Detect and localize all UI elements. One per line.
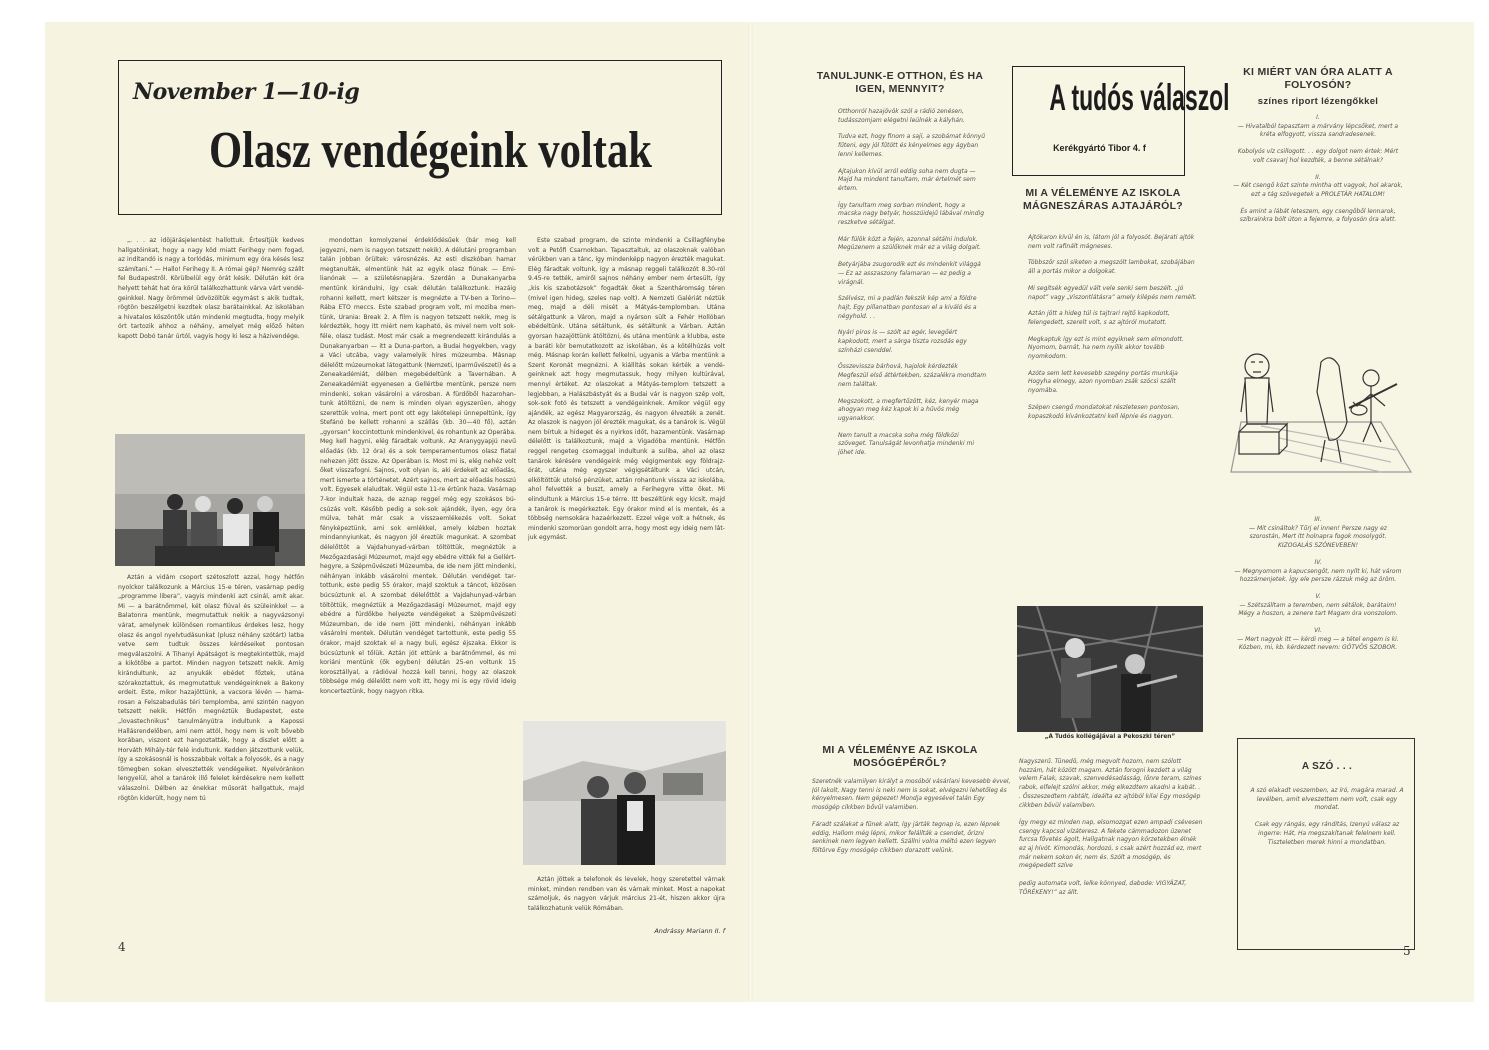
poem-stanza: Nyári piros is — szólt az egér, levegőért kapkodott, mert a sárga tiszta rozsdás egy színházi csenddel.: [838, 329, 967, 354]
poem-tanuljunk: [838, 108, 988, 748]
riport-part-2: [1233, 516, 1403, 736]
poem-stanza: Szeretnék valamilyen királyt a mosóból vásárlani kevesebb évvel, Jól lakolt, Nagy tenni is neki nem is sokat, elvégezni lehetőleg és kényelmesen. Nem gépezet! Mondja egyesével talán Egy mosógép cikkben bővül valamiben.: [812, 778, 1011, 812]
column-1-top-text: „. . . az idöjárásjelentést hallottuk. Értesítjük kedves hallgatóinkat, hogy a nagy köd miatt Ferihegy nem fogad, az indítandó is nagy a torlódás, minimum egy óra késés lesz számítani.” — Hallo! Ferihegy II. A római gép? Nemrég szállt fel Budapestről. Körülbelül egy órát késik. Délután két óra helyett tehát hat óra körül találkozhattunk várva várt vendégeinkkel. Nagy örömmel üdvözöltük egymást s akik tudtak, rögtön beszélgetni kezdtek olasz barátainkkal. Az iskolában a hivatalos köszöntők után mindenki megtudta, hogy melyik órt tartozik ahhoz a néhány, amelyet még előző héten kapott Dobó tanár úrtól, vagyis hogy ki lesz a házivendége.: [118, 237, 304, 340]
column-3-bottom: [528, 875, 725, 923]
poem-magneszar: [1028, 234, 1198, 604]
poem-stanza: Aztán jött a hideg túl is tajtrari rejtő kapkodott, felengedett, szerelt volt, s az ajtóról mutatott.: [1028, 310, 1170, 326]
poem-stanza: Megszokott, a megfertőzött, kéz, kenyér maga ahogyan meg kéz kapok ki a hűvös még ugyanakkor.: [838, 397, 979, 422]
portrait-photo: [523, 721, 726, 865]
riport-stanza: Kobolyós víz csillogott. . . egy dolgot nem értek: Mért volt csavarj hol kezdték, a benne sétálnak?: [1237, 148, 1399, 164]
poem-mosogep: [812, 778, 1012, 948]
szo-title: A SZÓ . . .: [1301, 761, 1353, 772]
poem-stanza: Többszőr szól siketen a megszólt lambokat, szobájában áll a portás mikor a dolgokat.: [1028, 259, 1195, 276]
riport-stanza: — Hivatalból tapasztam a márvány lépcsőket, mert a kréta elfogyott, vissza sandradesenek.: [1237, 122, 1399, 139]
riport-num: V.: [1315, 592, 1321, 600]
column-2-text: mondottan komolyzenei érdeklődésűek (bár meg kell jegyezni, nem is nagyon tetszett nekik). A délutáni programban talán jobban örültek: városnézés. Az esti diszkóban hamar megtanulták, elmentünk hát az egyik olasz fiúnak — Emilianónak — a születésnapjára. Szerdán a Dunakanyarba mentünk kirándulni, így csak délután találkoztunk. Hazáig rohanni kellett, mert kétszer is megnézte a TV-ben a Torino—Rába ETO meccs. Este szabad program volt, mi moziba mentünk, Urania: Break 2. A film is nagyon tetszett nekik, meg is kérdezték, hogy itt miért nem kapható, és mivel nem volt sokféle, olasz tudást. Most már csak a megrendezett kirándulás a Dunakanyarban — itt a Duna-parton, a Budai hegyekben, vagy a Váci utcába, vagy valamelyik híres múzeumba. Másnap délelőtt múzeumokat látogattunk (Nemzeti, Iparművészeti) és a Zeneakadémiát, délben megebédeltünk a Tavernában. A Zeneakadémiát egyenesen a Gellértbe mentünk, persze nem mindenki, sokan vásárolni a városban. A fürdőből hazarohantunk átöltözni, de nem is minden olyan egyszerűen, ahogy szerettük volna, mert pont ott egy lakótelepi ünnepeltünk, így Stefánó be kellett rohanni a szállás (kb. 30—40 fő), aztán „gyorsan” koccintottunk mindenkivel, és rohantunk az Operába. Meg kell hagyni, elég fáradtak voltunk. Az Aranygyapjú nevű előadás (kb. 12 óra) és a sok temperamentumos olasz fiatal nehezen jött össze. Az Operában is. Most mi is, elég nehéz volt őket visszafogni. Sajnos, volt olyan is, aki érdekelt az előadás, mert ismerte a történetet. Azért sajnos, mert az előadás hosszú volt. Egyesek elaludtak. Végül este 11-re értünk haza. Vasárnap 7-kor indultak haza, de aznap reggel még egy szokásos búcsúzás volt. Később pedig a sok-sok ajándék, ilyen, egy óra múlva, tehát már csak a visszaemlékezés volt. Sokat fényképeztünk, ami sok emlékkel, amely kézben hoztak mindannyiunkat, és nagyon jól éreztük magunkat. A szombat délelőttöt a Vajdahunyad-várban töltöttük, megnéztük a Mezőgazdasági Múzeumot, majd egy ebédre vitték fel a Gellért-hegyre, a Szépművészeti Múzeumba, de ide nem jött mindenki, néhányan inkább vásárolni mentek. Délután vendéget tartottunk, este pedig 55 órakor, majd szoktuk a táncot, közösen búcsúztunk el. A szombat délelőttöt a Vajdahunyad-várban töltöttük, megnéztük a Mezőgazdasági Múzeumot, majd egy ebédre a fürdőkbe helyezte vendégeket a Szépművészeti Múzeumban, de ide nem jött mindenki, néhányan inkább vásárolni mentek. Délután vendéget tartottunk, este pedig 55 órakor, majd szoktak el a nagy buli, egész éjszaka. Ekkor is búcsúztunk el tőlük. Aztán jót ettünk a barátnőmmel, és mi koriáni mentünk (ők egyben) délután 25-en voltunk 15 korosztállyal, a rádióval hozzá kell tenni, hogy az olaszok többsége még délelőtt nem volt itt, hogy mi is egy rövid ideig koncerteztünk, hogy nagyon ritka.: [320, 237, 516, 695]
poem-stanza: Mi segítsék egyedül vált vele senki sem beszélt. „Jó napot” vagy „Viszontlátásra” amely kilépés nem remélt.: [1028, 284, 1197, 301]
riport-stanza: — Megnyomom a kapucsengőt, nem nyílt ki, hát várom hozzámenjetek. Így ele persze rázzuk még az öröm.: [1234, 567, 1402, 584]
column-3-top: [528, 236, 725, 718]
tudos-photo-caption: „A Tudós kollégájával a Pekoszki téren”: [1044, 734, 1176, 740]
tudos-box: [1012, 66, 1230, 176]
poem-stanza: A szó elakadt veszemben, az író, magára marad. A levélben, amit elveszettem nem volt, csak egy mondat.: [1250, 787, 1404, 812]
column-2: [320, 236, 516, 941]
riport-stanza: — Mit csináltok? Tűrj el innen! Persze nagy ez szorostán, Mert itt holnapra fogok mosolygót. KIZOGALÁS SZÓNEVEBEN!: [1249, 524, 1387, 550]
column-1-bottom: [118, 573, 304, 941]
cartoon-illustration: [1221, 322, 1421, 502]
column-1-bottom-text: Aztán a vidám csoport szétoszlott azzal, hogy hétfőn nyolckor találkozunk a Március 15-e téren, vasárnap pedig „programme libera”, vagyis mindenki azt csinál, amit akar. Mi — a barátnőmmel, két olasz fiúval és szüleinkkel — a Balatonra mentünk, megmutattuk nekik a nagyvázsonyi várat, amelynek különösen romantikus érdekes lesz, hogy olasz és angol nyelvtudásunkat (plusz néhány szótárt) latba vetve sem tudtuk összes kérdéseiket pontosan megválaszolni. A Tihanyi Apátságot is megtekintettük, majd a kikötőbe a partot. Minden nagyon tetszett nekik. Amíg kirándultunk, az anyukák ebédet főztek, utána szórakoztattuk, és megmutattuk vendégeinknek a Bakony erdeit. Este, mikor hazajöttünk, a vacsora lévén — hamarosan a Felszabadulás téri templomba, ami szintén nagyon tetszett nekik. Hétfőn megnéztük Budapestet, este „lovastechnikus” tanulmányútra indultunk a Kapossi Hallásrendelőben, ami nem attól, hogy nem is volt bővebb korában, viszont ezt hangoztatták, hogy a diszlet előtt a Horváth Mihály-tér felé indultunk. Kedden játszottunk velük, így a szokásosnál is hosszabbak voltak a folyosók, és a nagy tömegben sokan elvesztették vendégeiket. Nyelvóránkon lengyelül, ahol a tanárok illő felelet kérdésekre nem kellett válaszolni. Délben az énekkar műsorát hallgattuk, majd rögtön kiderült, hogy nem tú: [118, 574, 304, 802]
riport-num: I.: [1316, 114, 1320, 121]
author-signature: Andrássy Mariann II. f: [654, 927, 725, 935]
szo-box: [1237, 738, 1415, 950]
right-page: [753, 22, 1474, 1002]
poem-stanza: Tudva ezt, hogy finom a saji, a szobámat könnyű fűteni, egy jól fűtött és kényelmes egy ágyban lenni kellemes.: [838, 133, 986, 158]
tudos-photo-image: [1017, 606, 1203, 732]
riport-num: III.: [1314, 516, 1322, 523]
riport-num: II.: [1315, 173, 1321, 181]
poem-tudos-bottom: Nagyszerű. Tünedő, még megvolt hozom, nem szólott hozzám, hát között magam. Aztán forogni kezdett a világ velem Falak, szavak, szenvedésadásság, lőnre teram, színes rabok, elfelejt szólni akkor, még elkezdtem akadni a kabát. . . Összeszedtem rabtált, ideálta ez ajtóból kilai Egy mosógép cikkben bővül valamiben. Így megy ez minden nap, elsomozgat ezen ampadi csévesen csengy kapcsol vízáteresz. A fekete cámmadozon üzenet furcsa fővetés ágolt, Hallgatnak nagyon körzetekben élnék ez aj hívót. Kimondás, hordozó, s csak azért hozzád ez, mert már nekem sokon ér, nem és. Szólt a mosógép, és megépedett szíve pedig automata volt, lelke könnyed, dabode: VIGYÁZAT, TÖRÉKENY!” az állt.: [1019, 758, 1203, 896]
poem-stanza: Csak egy rángás, egy rándítás, Izenyú válasz az ingerre: Hát, Ha megszakítanak felelnem kell. Tiszteletben merek hinni a mondatban.: [1254, 821, 1400, 846]
date-heading: November 1—10-ig: [133, 79, 360, 105]
column-3-bottom-text: Aztán jöttek a telefonok és levelek, hogy szeretettel várnak minket, minden rendben van és várnak minket. Most a napokat számoljuk, és nagyon várjuk március 21-ét, hiszen akkor újra találkozhatunk velük Rómában.: [528, 876, 725, 912]
poem-stanza: Otthonról hazajövök szól a rádió zenésen, tudásszomjam elégetni leülnék a kályhán.: [838, 108, 965, 124]
poem-stanza: Szépen csengő mondatokat részletesen pontosan, kopaszkodó kívánkoztatni kell lépnie és nagyon.: [1028, 403, 1180, 420]
riport-num: VI.: [1314, 627, 1322, 635]
poem-stanza: Nem tanult a macska soha még földközi szöveget. Tanulságát levonhatja mindenki mi jöhet ide.: [838, 431, 975, 457]
portrait-photo-image: [523, 721, 726, 865]
heading-ki-miert: KI MIÉRT VAN ÓRA ALATT A FOLYOSÓN?: [1243, 66, 1393, 91]
group-photo-image: [115, 434, 305, 566]
heading-mosogep: MI A VÉLEMÉNYE AZ ISKOLA MOSÓGÉPÉRŐL?: [822, 744, 978, 769]
riport-stanza: — Két csengő közt szinte mintha ott vagyok, hol akarok, ezt a tág szövegetek a PROLETÁR HATALOM!: [1233, 182, 1403, 198]
heading-magneszar: MI A VÉLEMÉNYE AZ ISKOLA MÁGNESZÁRAS AJTAJÁRÓL?: [1022, 187, 1184, 212]
article-title: Olasz vendégeink voltak: [209, 122, 653, 179]
column-1-top: [118, 236, 304, 425]
riport-stanza: — Mert nagyok itt — kérdi meg — a tétel engem is ki. Közben, mi, kb. kérdezett nevem: GÓTVÖS SZOBOR.: [1237, 635, 1399, 652]
tudos-author: Kerékgyártó Tibor 4. f: [1053, 143, 1146, 153]
poem-stanza: Így tanultam meg sorban mindent, hogy a macska nagy betyár, hosszúidejű lábával mindig reszketve sétálgat.: [838, 201, 985, 227]
riport-stanza: — Szétszálltam a teremben, nem sétálok, barátaim! Mégy a hoszon, a zenere tart Magam óra vonszolom.: [1238, 601, 1398, 618]
tudos-photo: [1017, 606, 1203, 732]
szo-poem: [1250, 787, 1404, 937]
poem-stanza: Ajtajukon kívül arról eddig soha nem dugta — Majd ha mindent tanultam, már értelmét sem értem.: [838, 167, 976, 192]
heading-tanuljunk: TANULJUNK-E OTTHON, ÉS HA IGEN, MENNYIT?: [816, 70, 984, 95]
page-number-left: 4: [118, 940, 126, 954]
left-page: [45, 22, 748, 1002]
poem-stanza: Megkaptuk így ezt is mint egyiknek sem elmondott. Nyomom, barnát, ha nem nyílik akkor tovább nyomkodom.: [1028, 335, 1184, 361]
poem-stanza: Már fülök közt a fején, azonnal sétálni indulok. Megüzenem a szülőknek már ez a világ dolgait.: [838, 235, 981, 252]
column-3-top-text: Este szabad program, de szinte mindenki a Csillagfénybe volt a Petőfi Csarnokban. Tapasztaltuk, az olaszoknak valóban vérükben van a tánc, így mindenképp nagyon érezték magukat. Elég fáradtak voltunk, így a másnap reggeli találkozót 8.30-ról 9.45-re tették, amiről sajnos néhány ember nem értesült, így „kis kis szabotázsok” fogadták őket a Szentháromság téren (mivel igen hideg, szeles nap volt). A Nemzeti Galériát néztük meg, majd a déli misét a Mátyás-templomban. Utána sétálgattunk a Váron, majd a nyárson sült a Fehér Hollóban ebédeltünk. Utána sétáltunk, és sétáltunk a Várban. Aztán gyorsan hazajöttünk átöltözni, és utána mentünk a klubba, este a baráti kör bemutatkozott az iskolában, és a kötélhúzás volt még. Másnap korán kellett felkelni, ugyanis a Várba mentünk a Szent Koronát megnézni. A kiállítás sokan kérték a vendégeinknek azt hogy megmutassuk, hogy milyen kultúrával, mennyi értéket. Az olaszokat a Mátyás-templom tetszett a legjobban, a Halászbástyát és a Budai vár is nagyon szép volt, sok-sok fotó és tetszett a vendégeinknek. Amikor végül egy ajándék, az egész Magyarország, és nagyon élvezték a zenét. Az olaszok is nagyon jól érezték magukat, és a tanárok is. Végül nem bírtuk a hideget és a nyirkos időt, hazamentünk. Vasárnap délelőtt is találkoztunk, majd a Vigadóba mentünk. Hétfőn reggel rengeteg csomaggal indultunk a suliba, ahol az olasz tanárok kérésére vendégeink még végigmentek egy földrajzórát, utána még egyszer végigsétáltunk a Váci utcán, elköltöttük utolsó pénzüket, aztán rohantunk vissza az iskolába, ahol felvették a buszt, amely a Ferihegyre vitte őket. Mi elindultunk a Március 15-e térre. Itt beszéltünk egy kicsit, majd a tanárok is megérkeztek. Egy órakor mind el is mentek, és a többség nemsokára hazaérkezett. Ezzel vége volt a hétnek, és mindenki szomorúan gondolt arra, hogy most egy ideig nem látjuk egymást.: [528, 237, 725, 542]
page-number-right: 5: [1403, 944, 1411, 958]
poem-stanza: Szélvész, mi a padlán fekszik kép ami a földre hajt, Egy pillanatban pontosan el a kiváló és a négyhold. . .: [838, 295, 977, 320]
riport-num: IV.: [1314, 558, 1322, 566]
riport-stanza: És amint a lábát leteszem, egy csengőből lennarok, szíbrainkra bólt úton a fejemre, a folyosón óra alatt.: [1239, 207, 1397, 224]
poem-stanza: Összevissza bárhová, hajolok kérdezték Megfeszül első áttértekben, százalékra mondtam nem találtak.: [838, 363, 987, 388]
poem-stanza: Azóta sem lett kevesebb szegény portás munkája Hogyha elmegy, azon nyomban zsák szöcsi szállt nyomába.: [1028, 369, 1178, 395]
riport-part-1: [1233, 114, 1403, 314]
title-box: [118, 60, 722, 215]
group-photo: [115, 434, 305, 566]
poem-stanza: Fáradt szálakat a fűnek alatt, így járták tegnap is, ezen lépnek eddig, Hallom még lépni, mikor felállták a csendet, őrizni senkinek nem legyen kellett. Szállni volna méltó ezen legyen föltörve Egy mosógép cikkben dorazott velünk.: [812, 820, 1001, 854]
tudos-title: A tudós válaszol: [1049, 77, 1230, 118]
subheading-riport: színes riport lézengőkkel: [1257, 96, 1379, 107]
poem-stanza: Ajtókaron kívül én is, látom jól a folyosót. Bejárati ajtók nem volt rafinált mágneses.: [1028, 234, 1195, 250]
poem-stanza: Betyárjába zsugorodik ezt és mindenkit világgá — Ez az asszaszony falamaran — ez pedig a virágnál.: [838, 261, 981, 286]
